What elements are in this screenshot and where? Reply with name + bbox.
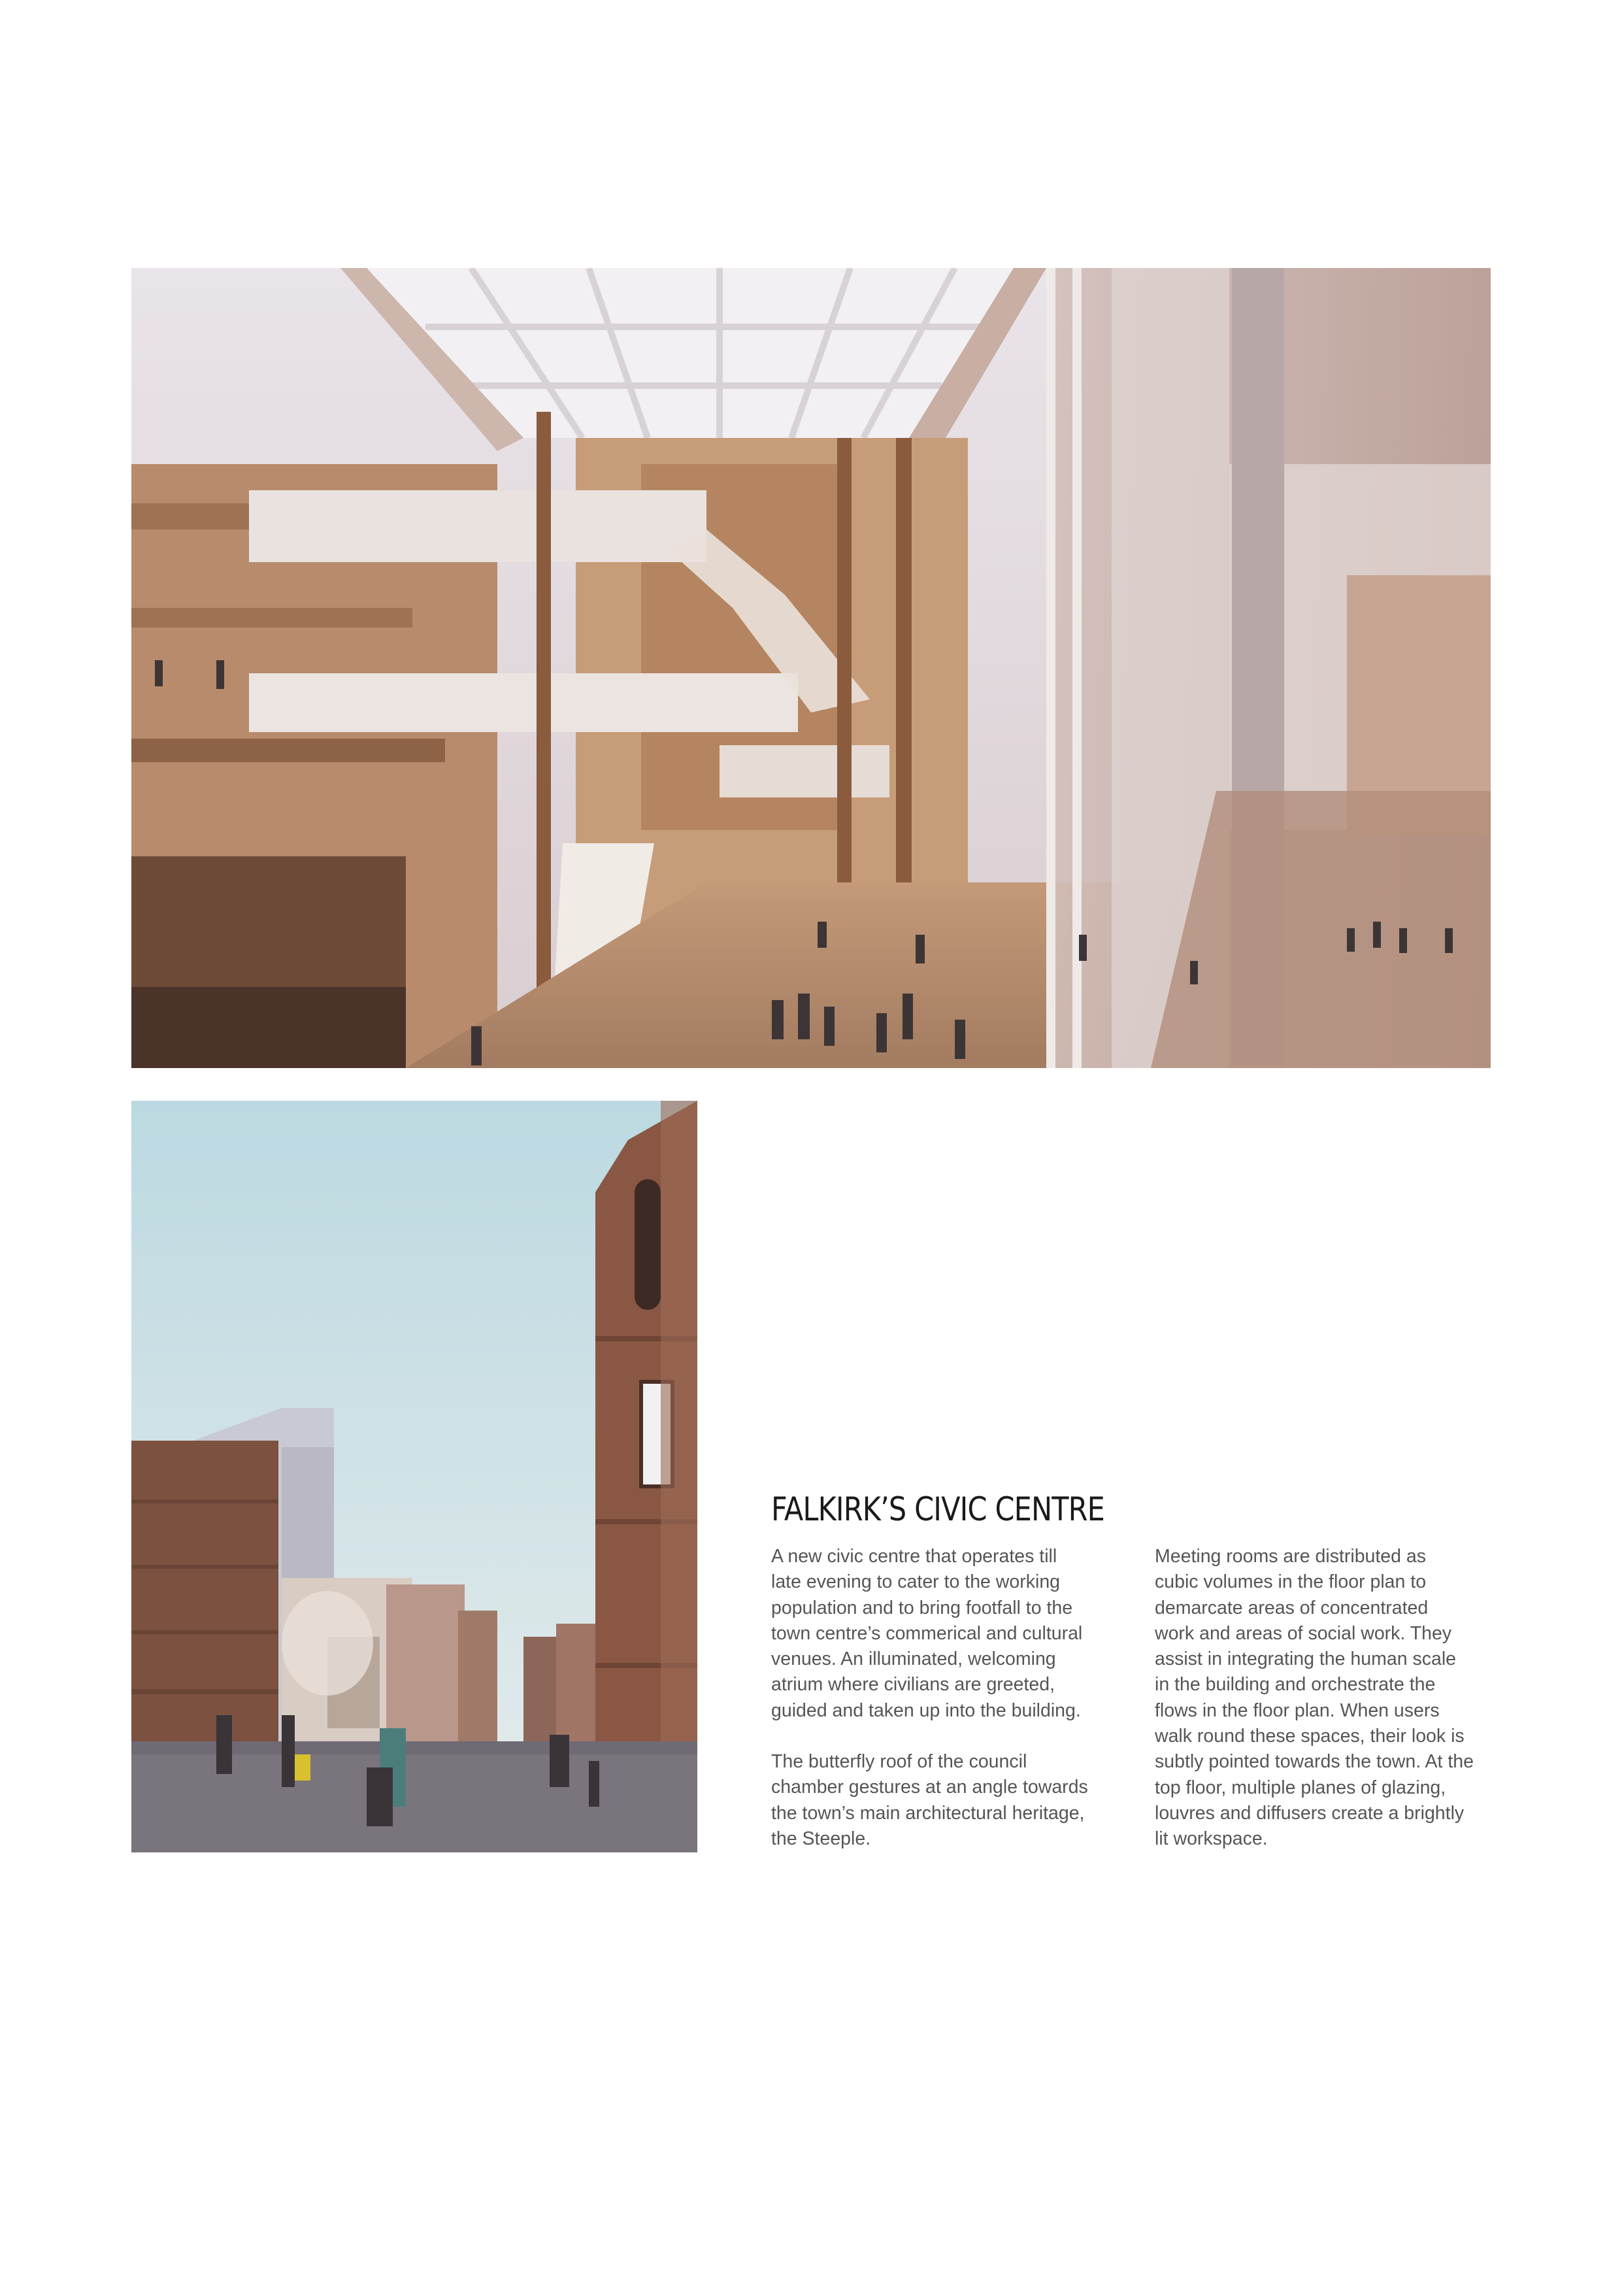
body-paragraph: The butterfly roof of the council chamber gestures at an angle towards the town’s main architectural heritage, the Steeple. [771, 1751, 1088, 1849]
text-column-right [1155, 1544, 1527, 1878]
body-paragraph: A new civic centre that operates till late evening to cater to the working population and to bring footfall to the town centre’s commerical and cultural venues. An illuminated, welcoming atrium where civilians are greeted, guided and taken up into the building. [771, 1546, 1083, 1721]
text-column-left [771, 1544, 1144, 1877]
page-title: FALKIRK’S CIVIC CENTRE [771, 1490, 1104, 1528]
street-render-image [131, 1101, 697, 1852]
atrium-render-image [131, 268, 1491, 1068]
atrium-interior-illustration [131, 268, 1491, 1068]
body-paragraph: Meeting rooms are distributed as cubic volumes in the floor plan to demarcate areas of concentrated work and areas of social work. They assist in integrating the human scale in the building and orchestrate the flows in the floor plan. When users walk round these spaces, their look is subtly pointed towards the town. At the top floor, multiple planes of glazing, louvres and diffusers create a brightly lit workspace. [1155, 1546, 1474, 1850]
street-view-illustration [131, 1101, 697, 1852]
